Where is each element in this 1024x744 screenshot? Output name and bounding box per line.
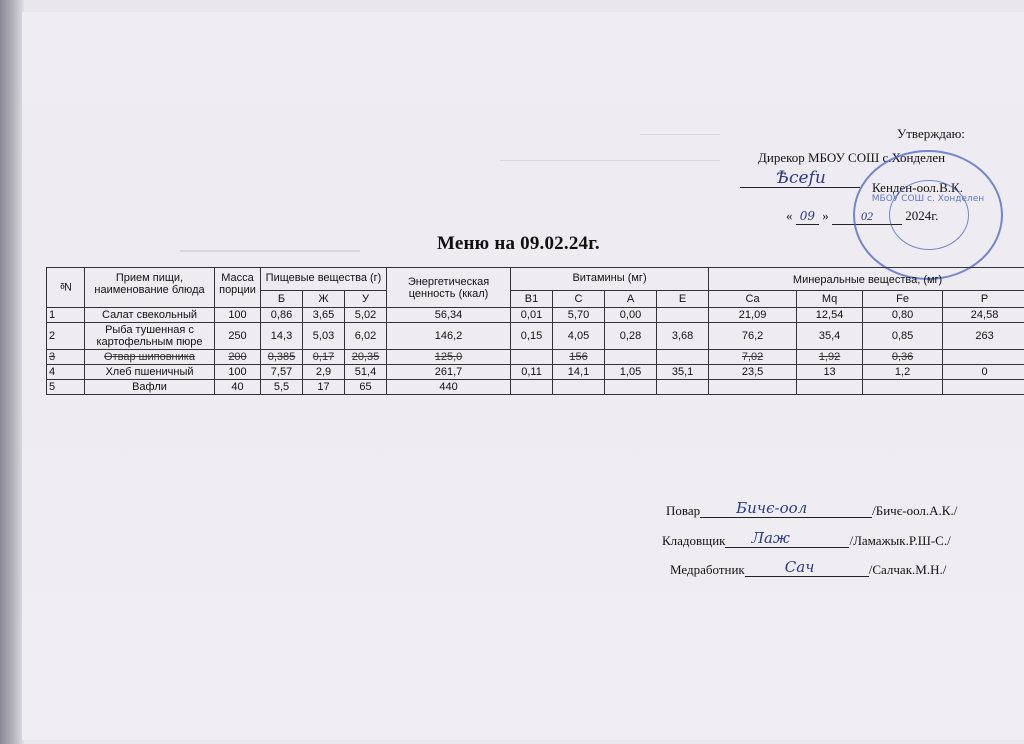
date-day-value: 09: [799, 209, 816, 223]
table-row: [47, 350, 1024, 365]
cell-u: 6,02: [345, 323, 387, 350]
cell-e: [657, 308, 709, 323]
table-row: [47, 323, 1024, 350]
header-energy: Энергетическая ценность (ккал): [387, 268, 511, 308]
cell-name: Отвар шиповника: [85, 350, 215, 365]
cell-n: 2: [47, 323, 85, 350]
cell-n: 5: [47, 380, 85, 395]
header-num: [47, 268, 85, 308]
cook-signature-icon: Бичє-оол: [736, 499, 808, 517]
ghost-bleed: [180, 236, 360, 252]
subheader-b1: B1: [511, 291, 553, 308]
signature-storekeeper-line: [725, 529, 849, 548]
cell-e: [657, 380, 709, 395]
signature-cook: [666, 499, 958, 518]
cell-ca: 23,5: [709, 365, 797, 380]
header-mass: Масса порции: [215, 268, 261, 308]
cell-c: 4,05: [553, 323, 605, 350]
stamp-inner-ring: [889, 180, 969, 250]
menu-table-body: [47, 308, 1024, 395]
approval-title: Утверждаю:: [897, 126, 965, 141]
cell-e: 35,1: [657, 365, 709, 380]
stamp-center-text: МБОУ СОШ с. Хонделен: [871, 194, 985, 204]
cell-energy: 261,7: [387, 365, 511, 380]
cell-mq: 13: [797, 365, 863, 380]
cell-n: 4: [47, 365, 85, 380]
cell-b: 5,5: [261, 380, 303, 395]
cell-energy: 146,2: [387, 323, 511, 350]
subheader-p: P: [943, 291, 1024, 308]
cell-b: 0,385: [261, 350, 303, 365]
cell-ca: 21,09: [709, 308, 797, 323]
subheader-c: C: [553, 291, 605, 308]
signature-cook-line: [700, 499, 872, 518]
cell-mq: 35,4: [797, 323, 863, 350]
header-minerals: Минеральные вещества, (мг): [709, 268, 1024, 291]
cell-mass: 40: [215, 380, 261, 395]
cell-c: 156: [553, 350, 605, 365]
cell-energy: 440: [387, 380, 511, 395]
cell-n: 1: [47, 308, 85, 323]
cell-a: [605, 380, 657, 395]
subheader-b: Б: [261, 291, 303, 308]
cell-fe: [863, 380, 943, 395]
signature-medic-role: Медработник: [670, 562, 745, 577]
signature-cook-name: /Бичє-оол.А.К./: [872, 503, 958, 518]
cell-fe: 0,80: [863, 308, 943, 323]
table-row: [47, 365, 1024, 380]
cell-a: 1,05: [605, 365, 657, 380]
cell-b1: [511, 350, 553, 365]
page-title: Меню на 09.02.24г.: [437, 233, 600, 254]
header-nutrients: Пищевые вещества (г): [261, 268, 387, 291]
menu-table: [46, 267, 1024, 395]
cell-p: 0: [943, 365, 1024, 380]
cell-u: 65: [345, 380, 387, 395]
cell-zh: 5,03: [303, 323, 345, 350]
cell-zh: 3,65: [303, 308, 345, 323]
ghost-bleed: [500, 152, 720, 161]
director-signature-icon: Ѣсеfи: [776, 168, 826, 188]
date-month: 02: [832, 209, 902, 225]
cell-b: 14,3: [261, 323, 303, 350]
cell-energy: 125,0: [387, 350, 511, 365]
cell-ca: 7,02: [709, 350, 797, 365]
cell-c: [553, 380, 605, 395]
cell-a: [605, 350, 657, 365]
cell-fe: 0,85: [863, 323, 943, 350]
cell-p: 263: [943, 323, 1024, 350]
signature-medic: [670, 558, 947, 577]
medic-signature-icon: Сач: [784, 558, 815, 576]
cell-n: 3: [47, 350, 85, 365]
cell-name: Вафли: [85, 380, 215, 395]
cell-energy: 56,34: [387, 308, 511, 323]
cell-mass: 100: [215, 365, 261, 380]
cell-name: Хлеб пшеничный: [85, 365, 215, 380]
cell-a: 0,00: [605, 308, 657, 323]
cell-c: 14,1: [553, 365, 605, 380]
cell-ca: 76,2: [709, 323, 797, 350]
subheader-a: A: [605, 291, 657, 308]
cell-c: 5,70: [553, 308, 605, 323]
cell-mass: 250: [215, 323, 261, 350]
cell-zh: 2,9: [303, 365, 345, 380]
subheader-zh: Ж: [303, 291, 345, 308]
date-open-quote: «: [786, 208, 793, 223]
cell-e: 3,68: [657, 323, 709, 350]
header-vitamins: Витамины (мг): [511, 268, 709, 291]
cell-u: 20,35: [345, 350, 387, 365]
cell-b1: [511, 380, 553, 395]
cell-u: 51,4: [345, 365, 387, 380]
signature-cook-role: Повар: [666, 503, 701, 518]
approval-position: Дирекор МБОУ СОШ с.Хонделен: [758, 150, 946, 165]
cell-p: 24,58: [943, 308, 1024, 323]
table-row: [47, 308, 1024, 323]
signature-storekeeper-role: Кладовщик: [662, 533, 726, 548]
signature-medic-name: /Салчак.М.Н./: [868, 562, 947, 577]
signature-medic-line: [745, 558, 869, 577]
cell-b1: 0,15: [511, 323, 553, 350]
cell-mq: 1,92: [797, 350, 863, 365]
cell-p: [943, 380, 1024, 395]
subheader-u: У: [345, 291, 387, 308]
signature-storekeeper: [662, 529, 951, 548]
date-close-quote: »: [822, 208, 829, 223]
cell-a: 0,28: [605, 323, 657, 350]
cell-fe: 1,2: [863, 365, 943, 380]
cell-fe: 0,36: [863, 350, 943, 365]
storekeeper-signature-icon: Лаж: [751, 529, 790, 547]
date-year: 2024г.: [905, 208, 939, 223]
cell-b: 0,86: [261, 308, 303, 323]
cell-p: [943, 350, 1024, 365]
subheader-e: E: [657, 291, 709, 308]
cell-zh: 17: [303, 380, 345, 395]
subheader-mq: Mq: [797, 291, 863, 308]
date-day: [796, 208, 819, 225]
cell-b1: 0,11: [511, 365, 553, 380]
school-stamp-icon: [853, 150, 1003, 280]
cell-ca: [709, 380, 797, 395]
cell-b1: 0,01: [511, 308, 553, 323]
scan-edge: [0, 0, 24, 744]
signature-storekeeper-name: /Ламажык.Р.Ш-С./: [849, 533, 951, 548]
ghost-bleed: [640, 124, 720, 135]
subheader-ca: Ca: [709, 291, 797, 308]
cell-e: [657, 350, 709, 365]
cell-mq: [797, 380, 863, 395]
cell-name: Салат свекольный: [85, 308, 215, 323]
cell-zh: 0,17: [303, 350, 345, 365]
approval-name: Кенден-оол.В.К.: [872, 180, 963, 195]
header-num-label: №: [59, 280, 72, 292]
cell-mass: 200: [215, 350, 261, 365]
cell-name: Рыба тушенная с картофельным пюре: [85, 323, 215, 350]
subheader-fe: Fe: [863, 291, 943, 308]
cell-mq: 12,54: [797, 308, 863, 323]
table-row: [47, 380, 1024, 395]
cell-u: 5,02: [345, 308, 387, 323]
header-meal: Прием пищи, наименование блюда: [85, 268, 215, 308]
cell-b: 7,57: [261, 365, 303, 380]
cell-mass: 100: [215, 308, 261, 323]
